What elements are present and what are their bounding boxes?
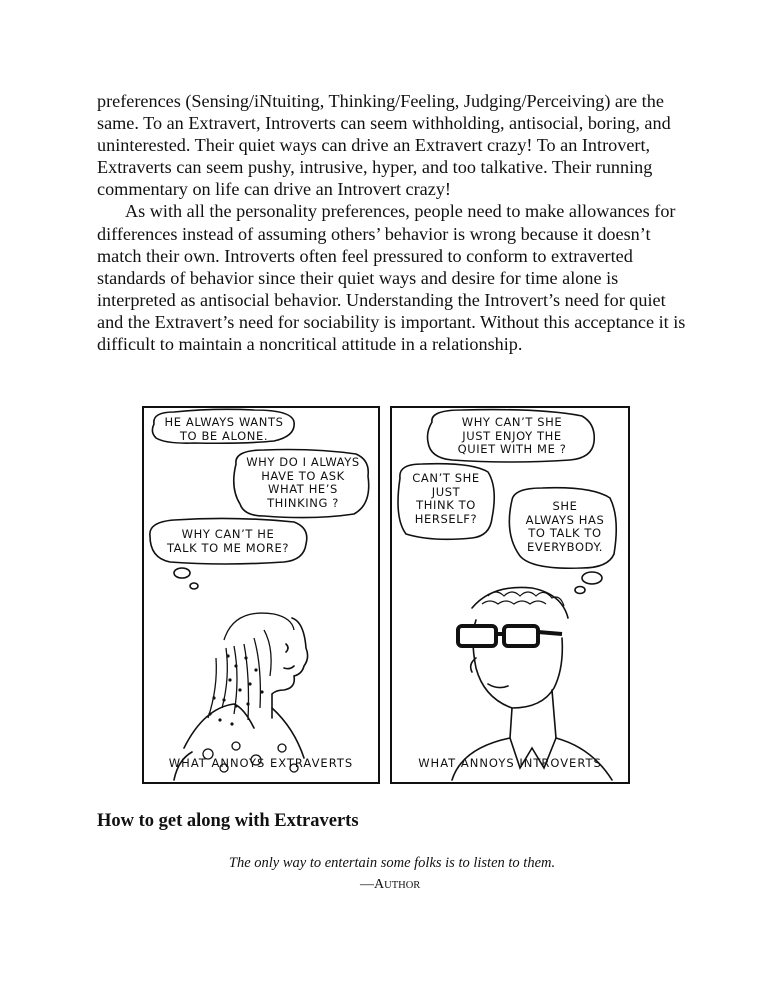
cartoon-panel-extraverts [142, 406, 380, 784]
attribution-smallcaps: UTHOR [384, 880, 421, 891]
cartoon-panel-introverts [390, 406, 630, 784]
epigraph-quote: The only way to entertain some folks is to listen to them. [228, 855, 556, 871]
speech-bubble: HE ALWAYS WANTS TO BE ALONE. [164, 415, 284, 443]
panel-caption: WHAT ANNOYS INTROVERTS [418, 756, 602, 770]
body-text [97, 90, 687, 355]
speech-bubble: WHY CAN’T HE TALK TO ME MORE? [166, 527, 290, 555]
man-illustration [392, 408, 628, 782]
speech-bubble: SHE ALWAYS HAS TO TALK TO EVERYBODY. [525, 499, 605, 554]
section-heading: How to get along with Extraverts [97, 811, 359, 831]
speech-bubble: WHY CAN’T SHE JUST ENJOY THE QUIET WITH ME ? [457, 415, 567, 456]
speech-bubble: WHY DO I ALWAYS HAVE TO ASK WHAT HE’S THINKING ? [246, 455, 360, 510]
epigraph-attribution [360, 877, 420, 893]
speech-bubble: CAN’T SHE JUST THINK TO HERSELF? [412, 471, 480, 526]
attribution-dash: —A [360, 877, 385, 892]
panel-caption: WHAT ANNOYS EXTRAVERTS [168, 756, 354, 770]
paragraph: preferences (Sensing/iNtuiting, Thinking/Feeling, Judging/Perceiving) are the same. To an Extravert, Introverts can seem withholding, antisocial, boring, and uninterested. Their quiet ways can drive an Extravert crazy! To an Introvert, Extraverts can seem pushy, intrusive, hyper, and too talkative. Their running commentary on life can drive an Introvert crazy! [97, 91, 671, 200]
paragraph: As with all the personality preferences, people need to make allowances for differences instead of assuming others’ behavior is wrong because it doesn’t match their own. Introverts often feel pressured to conform to extraverted standards of behavior since their quiet ways and desire for time alone is interpreted as antisocial behavior. Understanding the Introvert’s need for quiet and the Extravert’s need for sociability is important. Without this acceptance it is difficult to maintain a noncritical attitude in a relationship. [97, 201, 686, 355]
